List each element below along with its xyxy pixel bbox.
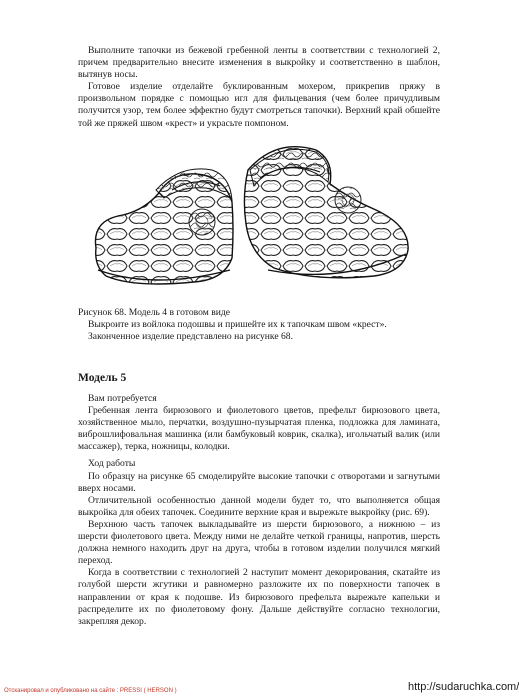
- sole-instructions: Выкроите из войлока подошвы и пришейте их к тапочкам швом «крест».: [88, 319, 387, 331]
- workflow-step-4: Когда в соответствии с технологией 2 наступит момент декорирования, скатайте из голубой шерсти жгутики и равномерно разложите их по поверхности тапочек в направлении от края к подошве. Из бирюзового префельта вырежьте капельки и распределите их по фиолетовому фону. Дальше действуйте согласно технологии, закрепляя декор.: [78, 567, 440, 627]
- site-url[interactable]: http://sudaruchka.com/: [408, 681, 519, 693]
- finished-item-note: Законченное изделие представлено на рисунке 68.: [88, 331, 293, 343]
- slippers-illustration: [84, 130, 420, 300]
- materials-list: Гребенная лента бирюзового и фиолетового цветов, префельт бирюзового цвета, хозяйственное мыло, перчатки, воздушно-пузырчатая пленка, подложка для ламината, виброшлифовальная машинка (или бамбуковый коврик, скалка), игольчатый валик (или массажер), терка, ножницы, колодки.: [78, 405, 440, 453]
- scan-credit: Отсканировал и опубликовано на сайте : PRESSI ( HERSON ): [4, 688, 177, 694]
- figure-caption: Рисунок 68. Модель 4 в готовом виде: [78, 307, 230, 318]
- intro-paragraph-2: Готовое изделие отделайте буклированным мохером, прикрепив пряжу в произвольном порядке с помощью игл для фильцевания (чем более причудливым получится узор, тем более эффектно будут смотреться тапочки). Верхний край обшейте той же пряжей швом «крест» и украсьте помпоном.: [78, 81, 440, 129]
- left-slipper: [95, 169, 233, 284]
- workflow-step-2: Отличительной особенностью данной модели будет то, что выполняется общая выкройка для обеих тапочек. Соедините верхние края и вырежьте выкройку (рис. 69).: [78, 494, 440, 518]
- workflow-title: Ход работы: [88, 458, 136, 470]
- model-5-text: [78, 393, 440, 628]
- left-pompom: [189, 209, 215, 235]
- materials-title: Вам потребуется: [88, 393, 157, 404]
- figure-caption-block: [78, 307, 440, 343]
- intro-paragraph-1: Выполните тапочки из бежевой гребенной ленты в соответствии с технологией 2, причем предварительно внесите изменения в выкройку и соответственно в шаблон, вытянув носы.: [78, 45, 440, 81]
- intro-text: [78, 45, 440, 130]
- right-pompom: [335, 187, 361, 213]
- workflow-step-1: По образцу на рисунке 65 смоделируйте высокие тапочки с отворотами и загнутыми вверх носами.: [78, 470, 440, 494]
- section-heading: Модель 5: [78, 372, 127, 384]
- workflow-step-3: Верхнюю часть тапочек выкладывайте из шерсти бирюзового, а нижнюю – из шерсти фиолетового цвета. Между ними не делайте четкой границы, напротив, шерсть должна немного находить друг на друга, чтобы в готовом изделии получился мягкий переход.: [78, 518, 440, 567]
- right-slipper: [244, 147, 408, 278]
